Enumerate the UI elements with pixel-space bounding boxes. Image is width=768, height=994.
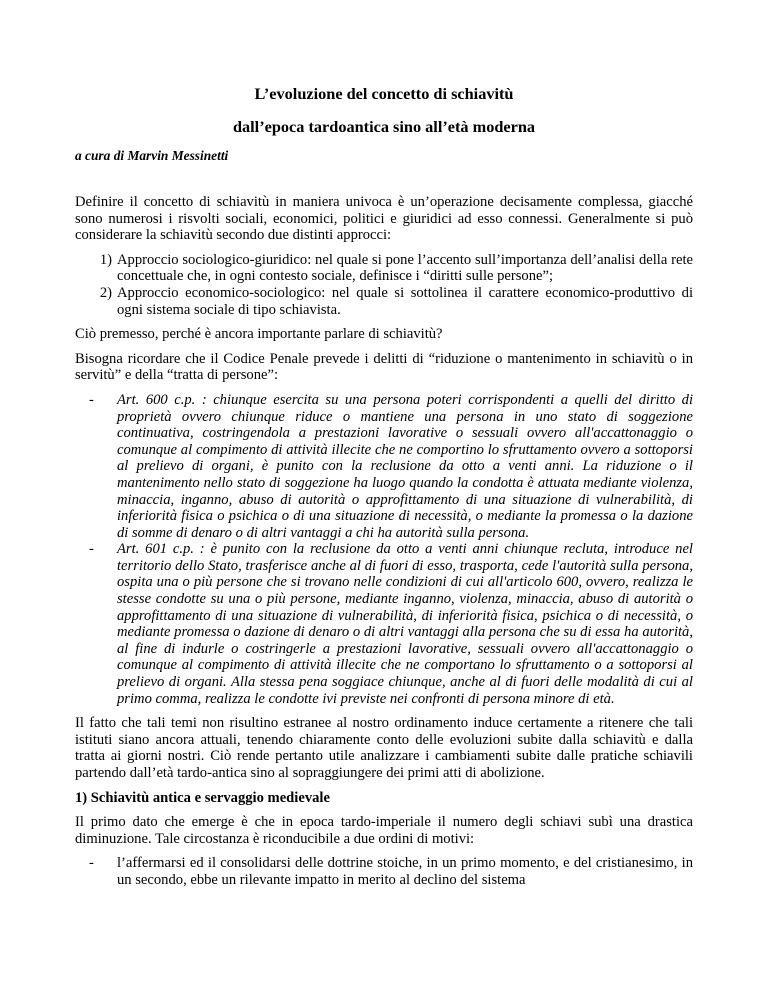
conclusion-paragraph: Il fatto che tali temi non risultino estranee al nostro ordinamento induce certamente a ritenere che tali istituti siano ancora attuali, tenendo chiaramente conto delle evoluzioni subite dalla schiavitù e dalla tratta ai giorni nostri. Ciò rende pertanto utile analizzare i cambiamenti subite dalle pratiche schiavili partendo dall’età tardo-antica sino al sopraggiungere dei primi atti di abolizione. [75,715,693,781]
list-dash: - [89,855,94,872]
section-paragraph: Il primo dato che emerge è che in epoca tardo-imperiale il numero degli schiavi subì una drastica diminuzione. Tale circostanza è riconducibile a due ordini di motivi: [75,814,693,847]
list-item [75,541,693,707]
list-item [75,855,693,888]
list-item-text: Approccio economico-sociologico: nel quale si sottolinea il carattere economico-produttivo di ogni sistema sociale di tipo schiavista. [117,284,693,318]
articles-list [75,392,693,707]
document-body [75,194,693,897]
list-dash: - [89,391,94,408]
list-item [75,252,693,285]
list-number: 2) [99,284,112,301]
list-dash: - [89,541,94,558]
list-number: 1) [99,251,112,268]
list-item-text: Approccio sociologico-giuridico: nel quale si pone l’accento sull’importanza dell’analisi della rete concettuale che, in ogni contesto sociale, definisce i “diritti sulle persone”; [117,251,693,285]
list-item [75,392,693,541]
reasons-list [75,855,693,888]
approaches-list [75,252,693,318]
code-intro-paragraph: Bisogna ricordare che il Codice Penale prevede i delitti di “riduzione o mantenimento in schiavitù o in servitù” e della “tratta di persone”: [75,350,693,384]
reason-text: l’affermarsi ed il consolidarsi delle dottrine stoiche, in un primo momento, e del cristianesimo, in un secondo, ebbe un rilevante impatto in merito al declino del sistema [117,855,693,888]
document-title-line-2: dall’epoca tardoantica sino all’età moderna [232,117,536,136]
list-item [75,285,693,318]
intro-paragraph: Definire il concetto di schiavitù in maniera univoca è un’operazione decisamente complessa, giacché sono numerosi i risvolti sociali, economici, politici e giuridici ad esso connessi. Generalmente si può considerare la schiavitù secondo due distinti approcci: [75,194,693,244]
section-heading: 1) Schiavitù antica e servaggio medievale [75,789,330,806]
article-601-text: Art. 601 c.p. : è punito con la reclusione da otto a venti anni chiunque recluta, introduce nel territorio dello Stato, trasferisce anche al di fuori di esso, trasporta, cede l'autorità sulla persona, ospita una o più persone che si trovano nelle condizioni di cui all'articolo 600, ovvero, realizza le stesse condotte su una o più persone, mediante inganno, violenza, minaccia, abuso di autorità o approfittamento di una situazione di vulnerabilità, di inferiorità fisica, psichica o di necessità, o mediante promessa o dazione di denaro o di altri vantaggi alla persona che su di essa ha autorità, al fine di indurle o costringerle a prestazioni lavorative, sessuali ovvero all'accattonaggio o comunque al compimento di attività illecite che ne comportano lo sfruttamento o a sottoporsi al prelievo di organi. Alla stessa pena soggiace chiunque, anche al di fuori delle modalità di cui al primo comma, realizza le condotte ivi previste nei confronti di persona minore di età. [117,541,693,707]
article-600-text: Art. 600 c.p. : chiunque esercita su una persona poteri corrispondenti a quelli del diritto di proprietà ovvero chiunque riduce o mantiene una persona in uno stato di soggezione continuativa, costringendola a prestazioni lavorative o sessuali ovvero all'accattonaggio o comunque al compimento di attività illecite che ne comportino lo sfruttamento ovvero a sottoporsi al prelievo di organi, è punito con la reclusione da otto a venti anni. La riduzione o il mantenimento nello stato di soggezione ha luogo quando la condotta è attuata mediante violenza, minaccia, inganno, abuso di autorità o approfittamento di una situazione di vulnerabilità, di inferiorità fisica o psichica o di una situazione di necessità, o mediante la promessa o la dazione di somme di denaro o di altri vantaggi a chi ha autorità sulla persona. [117,391,693,541]
author-credit: a cura di Marvin Messinetti [75,148,229,163]
document-title-line-1: L’evoluzione del concetto di schiavitù [254,84,514,103]
question-paragraph: Ciò premesso, perché è ancora importante parlare di schiavitù? [75,326,443,343]
